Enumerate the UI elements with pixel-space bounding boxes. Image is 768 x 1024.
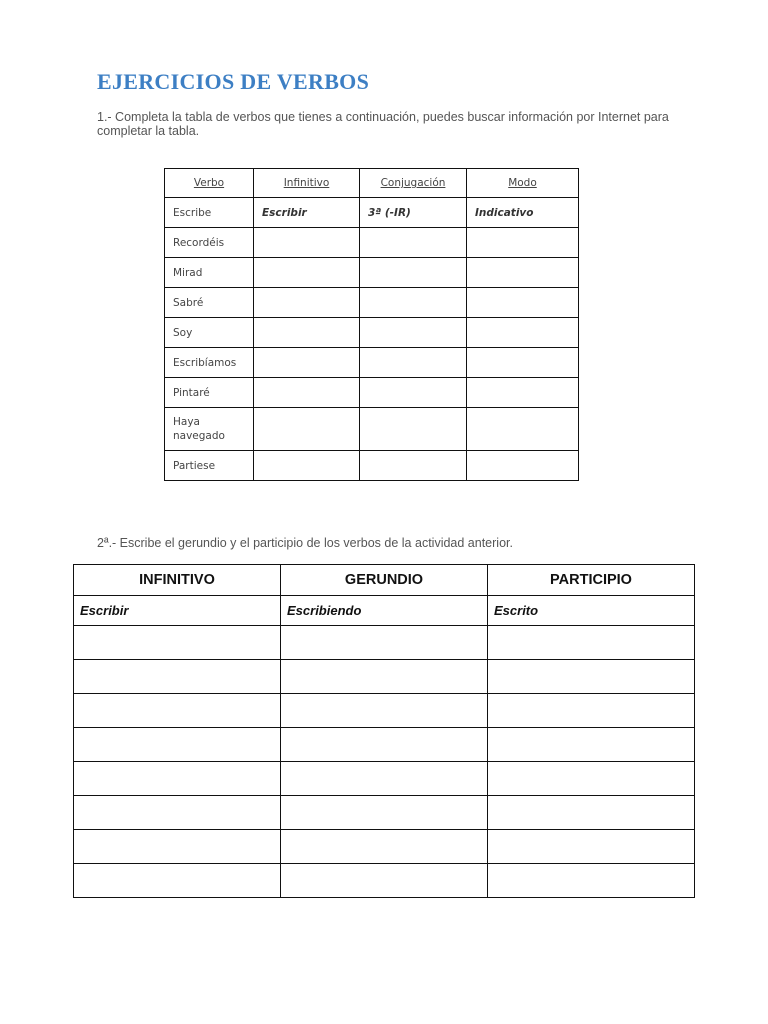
- conjugation-cell[interactable]: [360, 228, 467, 258]
- verb-cell: Sabré: [165, 288, 254, 318]
- infinitive-cell[interactable]: [74, 830, 281, 864]
- mode-cell[interactable]: [467, 378, 579, 408]
- verb-cell: Haya navegado: [165, 408, 254, 451]
- table-row: [74, 694, 695, 728]
- conjugation-cell[interactable]: [360, 451, 467, 481]
- gerund-cell[interactable]: [281, 626, 488, 660]
- gerund-participle-table: [73, 564, 695, 898]
- verb-cell: Partiese: [165, 451, 254, 481]
- infinitive-cell[interactable]: [74, 796, 281, 830]
- table-row: [74, 796, 695, 830]
- conjugation-cell[interactable]: [360, 288, 467, 318]
- verb-cell: Mirad: [165, 258, 254, 288]
- infinitive-cell[interactable]: [254, 228, 360, 258]
- gerund-cell[interactable]: Escribiendo: [281, 596, 488, 626]
- verb-cell: Soy: [165, 318, 254, 348]
- infinitive-cell[interactable]: [74, 626, 281, 660]
- infinitive-cell[interactable]: [254, 378, 360, 408]
- header-infinitivo: Infinitivo: [254, 169, 360, 198]
- table-row: [165, 258, 579, 288]
- infinitive-cell[interactable]: Escribir: [254, 198, 360, 228]
- verb-cell: Pintaré: [165, 378, 254, 408]
- infinitive-cell[interactable]: [74, 864, 281, 898]
- conjugation-cell[interactable]: [360, 378, 467, 408]
- table-row: [74, 864, 695, 898]
- participle-cell[interactable]: [488, 762, 695, 796]
- mode-cell[interactable]: [467, 408, 579, 451]
- table-row: [74, 596, 695, 626]
- verb-cell: Recordéis: [165, 228, 254, 258]
- gerund-cell[interactable]: [281, 830, 488, 864]
- verb-cell: Escribe: [165, 198, 254, 228]
- participle-cell[interactable]: [488, 728, 695, 762]
- gerund-cell[interactable]: [281, 694, 488, 728]
- infinitive-cell[interactable]: [254, 318, 360, 348]
- gerund-cell[interactable]: [281, 728, 488, 762]
- header-gerundio: GERUNDIO: [281, 565, 488, 596]
- infinitive-cell[interactable]: [74, 728, 281, 762]
- gerund-cell[interactable]: [281, 660, 488, 694]
- infinitive-cell[interactable]: Escribir: [74, 596, 281, 626]
- infinitive-cell[interactable]: [74, 660, 281, 694]
- infinitive-cell[interactable]: [254, 258, 360, 288]
- conjugation-cell[interactable]: [360, 408, 467, 451]
- participle-cell[interactable]: [488, 660, 695, 694]
- header-modo: Modo: [467, 169, 579, 198]
- mode-cell[interactable]: Indicativo: [467, 198, 579, 228]
- conjugation-cell[interactable]: [360, 258, 467, 288]
- table-row: [165, 198, 579, 228]
- infinitive-cell[interactable]: [74, 762, 281, 796]
- infinitive-cell[interactable]: [74, 694, 281, 728]
- table-row: [165, 378, 579, 408]
- conjugation-cell[interactable]: 3ª (-IR): [360, 198, 467, 228]
- infinitive-cell[interactable]: [254, 288, 360, 318]
- participle-cell[interactable]: [488, 694, 695, 728]
- header-conjugacion: Conjugación: [360, 169, 467, 198]
- mode-cell[interactable]: [467, 288, 579, 318]
- mode-cell[interactable]: [467, 451, 579, 481]
- conjugation-cell[interactable]: [360, 318, 467, 348]
- header-infinitivo: INFINITIVO: [74, 565, 281, 596]
- infinitive-cell[interactable]: [254, 348, 360, 378]
- table-row: [74, 660, 695, 694]
- table-row: [165, 348, 579, 378]
- gerund-cell[interactable]: [281, 796, 488, 830]
- participle-cell[interactable]: [488, 626, 695, 660]
- participle-cell[interactable]: [488, 864, 695, 898]
- instruction-1: 1.- Completa la tabla de verbos que tienes a continuación, puedes buscar información por Internet para completar la tabla.: [97, 110, 669, 138]
- mode-cell[interactable]: [467, 228, 579, 258]
- instruction-2: 2ª.- Escribe el gerundio y el participio de los verbos de la actividad anterior.: [97, 536, 513, 550]
- table-row: [74, 762, 695, 796]
- table-row: [165, 318, 579, 348]
- infinitive-cell[interactable]: [254, 451, 360, 481]
- table-row: [74, 728, 695, 762]
- participle-cell[interactable]: [488, 796, 695, 830]
- table-row: [165, 288, 579, 318]
- table-row: [165, 451, 579, 481]
- participle-cell[interactable]: [488, 830, 695, 864]
- verb-table: [164, 168, 579, 481]
- header-verbo: Verbo: [165, 169, 254, 198]
- page-title: EJERCICIOS DE VERBOS: [97, 69, 370, 94]
- table-row: [165, 228, 579, 258]
- table-row: [74, 626, 695, 660]
- mode-cell[interactable]: [467, 348, 579, 378]
- mode-cell[interactable]: [467, 258, 579, 288]
- infinitive-cell[interactable]: [254, 408, 360, 451]
- verb-cell: Escribíamos: [165, 348, 254, 378]
- table-row: [165, 408, 579, 451]
- conjugation-cell[interactable]: [360, 348, 467, 378]
- header-participio: PARTICIPIO: [488, 565, 695, 596]
- gerund-cell[interactable]: [281, 864, 488, 898]
- gerund-cell[interactable]: [281, 762, 488, 796]
- mode-cell[interactable]: [467, 318, 579, 348]
- table-row: [74, 830, 695, 864]
- participle-cell[interactable]: Escrito: [488, 596, 695, 626]
